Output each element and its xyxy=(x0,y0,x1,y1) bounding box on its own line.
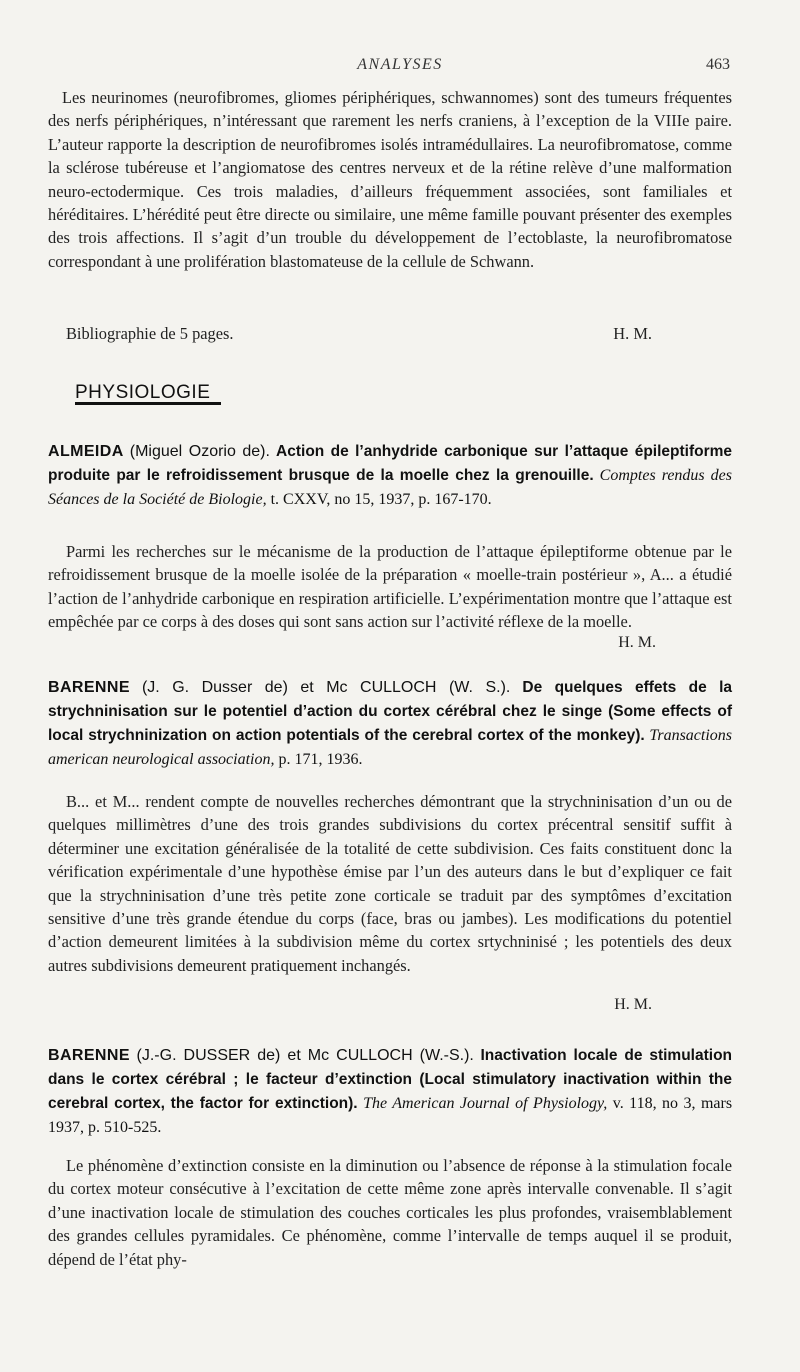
entry-1-signature: H. M. xyxy=(618,634,656,651)
entry-2-journal: Transactions american neurological association, xyxy=(48,727,733,768)
entry-1-author: ALMEIDA xyxy=(48,443,124,460)
bibliography-note: Bibliographie de 5 pages. xyxy=(66,324,234,343)
entry-2-title: De quelques effets de la strychninisation sur le potentiel d’action du cortex cérébral chez le singe (Some effects of local strychninization on action potentials of the cerebral cortex of the monkey). xyxy=(48,679,733,744)
entry-3-author-detail: (J.-G. DUSSER de) et Mc CULLOCH (W.-S.). xyxy=(136,1047,474,1064)
entry-3-reference: v. 118, no 3, mars 1937, p. 510-525. xyxy=(48,1095,733,1136)
entry-2-abstract: B... et M... rendent compte de nouvelles recherches démontrant que la strychninisation d’un ou de quelques millimètres d’une des trois grandes subdivisions du cortex précentral sensitif suffit à déterminer une excitation généralisée de la totalité de cette subdivision. Ces faits constituent donc la vérification expérimentale d’une hypothèse émise par l’un des auteurs dans le but d’expliquer ce fait que la strychninisation d’une très petite zone corticale se traduit par des symptômes d’excitation sensitive d’une très grande étendue du corps (face, bras ou jambes). Les modifications du potentiel d’action demeurent limitées à la subdivision même du cortex srtychninisé ; les potentiels des deux autres subdivisions demeurent pratiquement inchangés. xyxy=(48,792,732,975)
entry-2-header xyxy=(48,676,732,772)
intro-bibliography-line xyxy=(48,322,732,345)
entry-2-author: BARENNE xyxy=(48,679,130,696)
entry-3-author: BARENNE xyxy=(48,1047,130,1064)
entry-3-abstract: Le phénomène d’extinction consiste en la diminution ou l’absence de réponse à la stimulation focale du cortex moteur consécutive à l’excitation de cette même zone après intervalle convenable. Il s’agit d’une inactivation locale de stimulation des couches corticales les plus profondes, vraisemblablement des grandes cellules pyramidales. Ce phénomène, comme l’intervalle de temps auquel il se produit, dépend de l’état phy- xyxy=(48,1156,732,1269)
entry-3-title: Inactivation locale de stimulation dans le cortex cérébral ; le facteur d’extinction (Local stimulatory inactivation within the cerebral cortex, the factor for extinction). xyxy=(48,1047,733,1112)
entry-2-signature: H. M. xyxy=(614,996,652,1013)
running-title: ANALYSES xyxy=(357,56,443,73)
entry-1-header xyxy=(48,440,732,512)
entry-3-header xyxy=(48,1044,732,1140)
running-header xyxy=(0,56,800,80)
entry-1-journal: Comptes rendus des Séances de la Société de Biologie, xyxy=(48,467,733,508)
entry-1-reference: t. CXXV, no 15, 1937, p. 167-170. xyxy=(270,491,492,508)
entry-1-abstract: Parmi les recherches sur le mécanisme de la production de l’attaque épileptiforme obtenue par le refroidissement brusque de la moelle isolée de la préparation « moelle-train postérieur », A... a étudié l’action de l’anhydride carbonique en respiration artificielle. L’expérimentation montre que l’attaque est empêchée par ce corps à des doses qui sont sans action sur l’activité réflexe de la moelle. xyxy=(48,542,732,632)
intro-paragraph: Les neurinomes (neurofibromes, gliomes périphériques, schwannomes) sont des tumeurs fréquentes des nerfs périphériques, n’intéressant que rarement les nerfs craniens, à l’exception de la VIIIe paire. L’auteur rapporte la description de neurofibromes isolés intramédullaires. La neurofibromatose, comme la sclérose tubéreuse et l’angiomatose des centres nerveux et de la rétine relève d’une malformation neuro-ectodermique. Ces trois maladies, d’ailleurs fréquemment associées, sont familiales et héréditaires. L’hérédité peut être directe ou similaire, une même famille pouvant présenter des exemples des trois affections. Il s’agit d’un trouble du développement de l’ectoblaste, la neurofibromatose correspondant à une prolifération blastomateuse de la cellule de Schwann. xyxy=(48,88,732,271)
entry-3-journal: The American Journal of Physiology, xyxy=(363,1095,608,1112)
intro-signature: H. M. xyxy=(613,324,652,343)
section-underline xyxy=(75,402,221,405)
entry-2-author-detail: (J. G. Dusser de) et Mc CULLOCH (W. S.). xyxy=(141,679,511,696)
entry-1-author-detail: (Miguel Ozorio de). xyxy=(129,443,270,460)
entry-2-reference: p. 171, 1936. xyxy=(278,751,363,768)
entry-1-title: Action de l’anhydride carbonique sur l’attaque épileptiforme produite par le refroidissement brusque de la moelle chez la grenouille. xyxy=(48,443,733,484)
page-number: 463 xyxy=(706,56,730,73)
section-title: PHYSIOLOGIE xyxy=(75,382,211,403)
